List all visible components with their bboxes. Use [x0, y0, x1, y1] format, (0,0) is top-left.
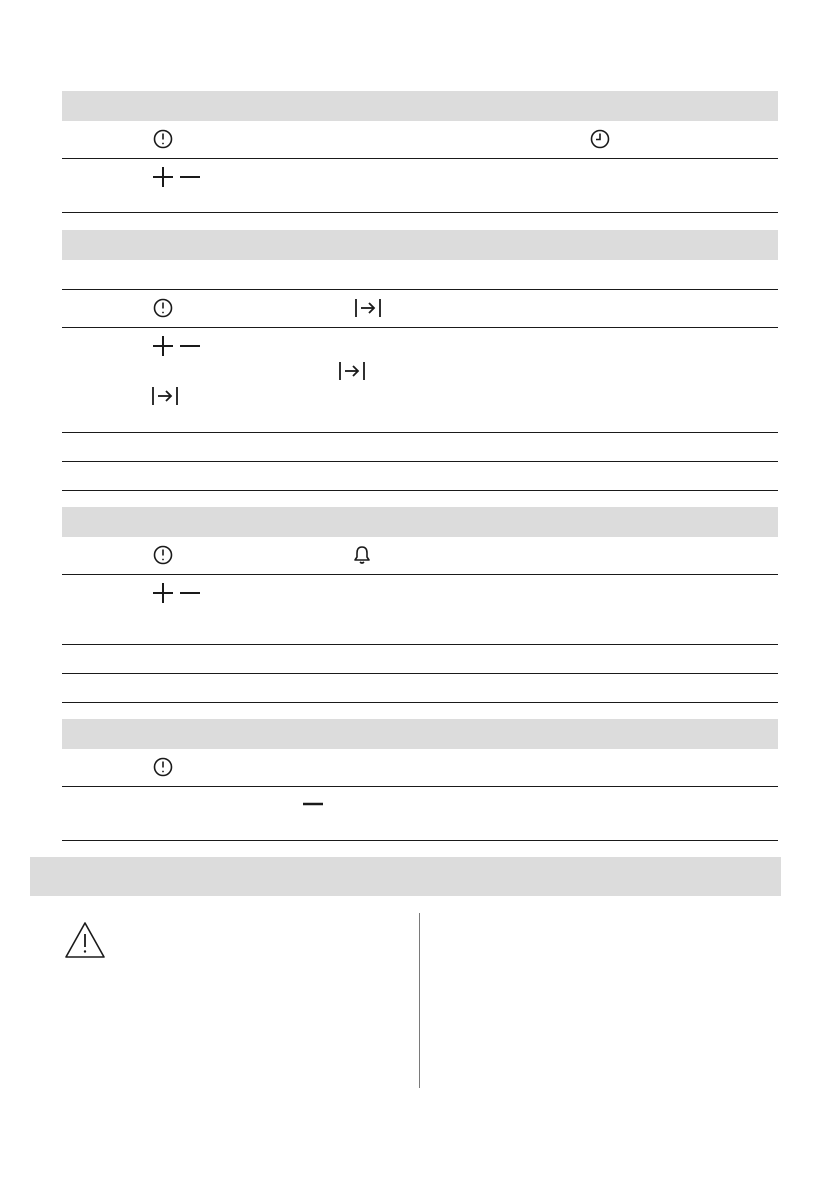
- table-section-4: [62, 719, 778, 841]
- clock-icon: [590, 129, 610, 149]
- plus-icon: [152, 582, 174, 604]
- table-row: [62, 328, 778, 433]
- skip-to-end-icon: [338, 360, 366, 382]
- table-row: [62, 121, 778, 159]
- table-row: [62, 159, 778, 213]
- timer-icon: [153, 757, 173, 777]
- plus-icon: [152, 335, 174, 357]
- table-row: [62, 433, 778, 462]
- column-divider: [419, 913, 420, 1088]
- table-row: [62, 645, 778, 674]
- table-row: [62, 290, 778, 328]
- table-row: [62, 260, 778, 290]
- table-section-3: [62, 507, 778, 703]
- minus-icon: [179, 335, 201, 357]
- table-header: [62, 230, 778, 260]
- table-header: [62, 719, 778, 749]
- timer-icon: [153, 545, 173, 565]
- skip-to-end-icon: [151, 385, 179, 407]
- timer-icon: [153, 129, 173, 149]
- section-heading-band: [30, 857, 781, 896]
- table-row: [62, 674, 778, 703]
- minus-icon: [179, 166, 201, 188]
- plus-icon: [152, 166, 174, 188]
- skip-to-end-icon: [354, 297, 382, 319]
- minus-icon: [179, 582, 201, 604]
- bell-icon: [353, 545, 371, 565]
- table-row: [62, 537, 778, 575]
- table-row: [62, 749, 778, 787]
- timer-icon: [153, 298, 173, 318]
- table-row: [62, 787, 778, 841]
- table-section-1: [62, 91, 778, 213]
- table-header: [62, 507, 778, 537]
- warning-triangle-icon: [64, 921, 106, 964]
- table-section-2: [62, 230, 778, 491]
- table-header: [62, 91, 778, 121]
- table-row: [62, 462, 778, 491]
- minus-icon: [302, 793, 324, 815]
- table-row: [62, 575, 778, 645]
